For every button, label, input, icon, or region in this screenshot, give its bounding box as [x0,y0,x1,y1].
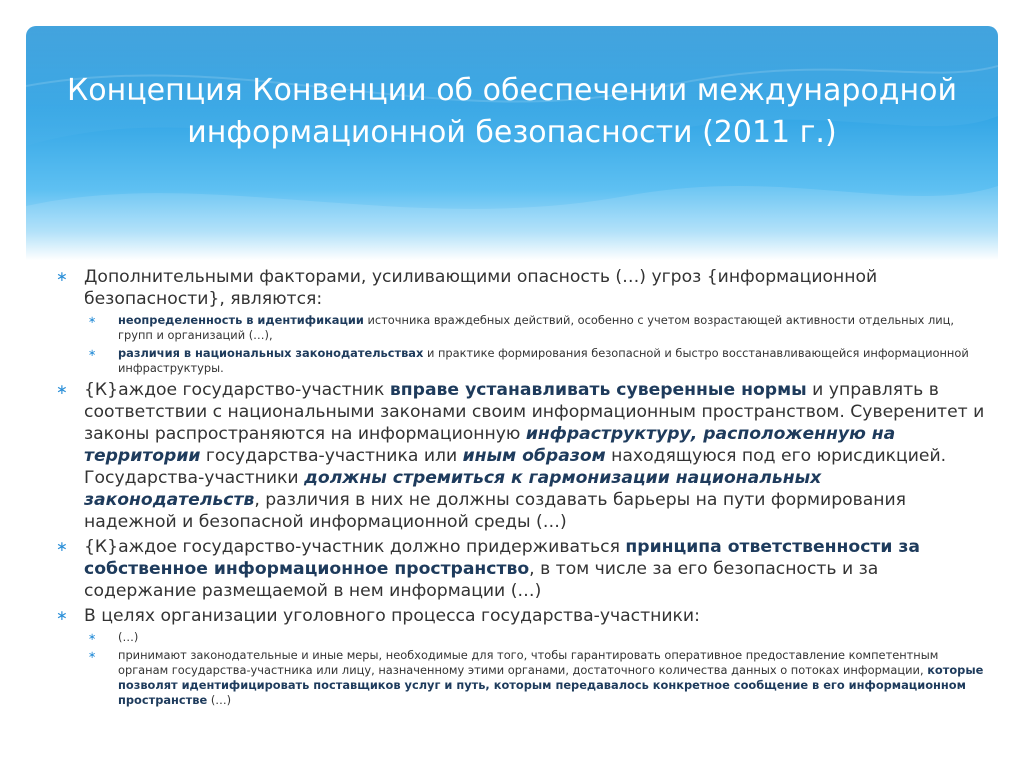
bullet-text: , различия в них не должны создавать барьеры на пути формирования надежной и безопасной информационной среды (…) [84,490,907,532]
emphasis-text: неопределенность в идентификации [118,313,364,327]
sub-bullet-legislative-measures [56,648,991,708]
bullet-asterisk-icon: ∗ [88,650,97,661]
sub-bullet-text: (…) [118,630,139,644]
bullet-asterisk-icon: ∗ [56,269,68,285]
emphasis-text: принципа ответственности за собственное информационное пространство [84,537,920,579]
slide-title [26,70,998,154]
sub-bullet-legislation-differences [56,346,991,376]
sub-bullet-text: и практике формирования безопасной и быстро восстанавливающейся информационной инфраструктуры. [118,346,969,375]
sub-bullet-text: источника враждебных действий, особенно с учетом возрастающей активности отдельных лиц, групп и организаций (…), [118,313,955,342]
emphasis-text: вправе устанавливать суверенные нормы [389,380,807,400]
bullet-item-criminal-procedure [56,605,991,627]
bullet-asterisk-icon: ∗ [56,382,68,398]
bullet-text: и управлять в соответствии с национальными законами своим информационным пространством. Суверенитет и законы распространяются на информационную [84,380,985,444]
bullet-text: находящуюся под его юрисдикцией. Государства-участники [84,446,947,488]
bullet-asterisk-icon: ∗ [88,348,97,359]
bullet-text: {К}аждое государство-участник должно придерживаться [84,537,626,557]
bullet-text: В целях организации уголовного процесса государства-участники: [84,606,700,626]
bullet-item-additional-factors [56,266,991,310]
emphasis-text: различия в национальных законодательствах [118,346,424,360]
bullet-item-sovereign-norms [56,379,991,533]
bullet-text: {К}аждое государство-участник [84,380,390,400]
bullet-asterisk-icon: ∗ [88,632,97,643]
emphasis-italic-text: инфраструктуру, расположенную на территории [84,424,896,466]
bullet-item-responsibility-principle [56,536,991,602]
slide-title-line-1: Концепция Конвенции об обеспечении международной [66,73,958,108]
sub-bullet-ellipsis [56,630,991,645]
emphasis-text: которые позволят идентифицировать поставщиков услуг и путь, которым передавалось конкретное сообщение в его информационном пространстве [118,663,984,707]
sub-bullet-text: (…) [207,693,232,707]
slide-content [56,266,991,711]
slide-title-line-2: информационной безопасности (2011 г.) [187,115,837,150]
sub-bullet-text: принимают законодательные и иные меры, необходимые для того, чтобы гарантировать оперативное предоставление компетентным органам государства-участника или лицу, назначенному этими органами, достаточного количества данных о потоках информации, [118,648,939,677]
emphasis-italic-text: должны стремиться к гармонизации национальных законодательств [84,468,822,510]
bullet-asterisk-icon: ∗ [88,315,97,326]
bullet-text: Дополнительными факторами, усиливающими опасность (…) угроз {информационной безопасности}, являются: [84,267,878,309]
bullet-asterisk-icon: ∗ [56,539,68,555]
bullet-text: , в том числе за его безопасность и за содержание размещаемой в нем информации (…) [84,559,879,601]
sub-bullet-identification-uncertainty [56,313,991,343]
bullet-text: государства-участника или [200,446,463,466]
bullet-asterisk-icon: ∗ [56,608,68,624]
emphasis-italic-text: иным образом [462,446,606,466]
